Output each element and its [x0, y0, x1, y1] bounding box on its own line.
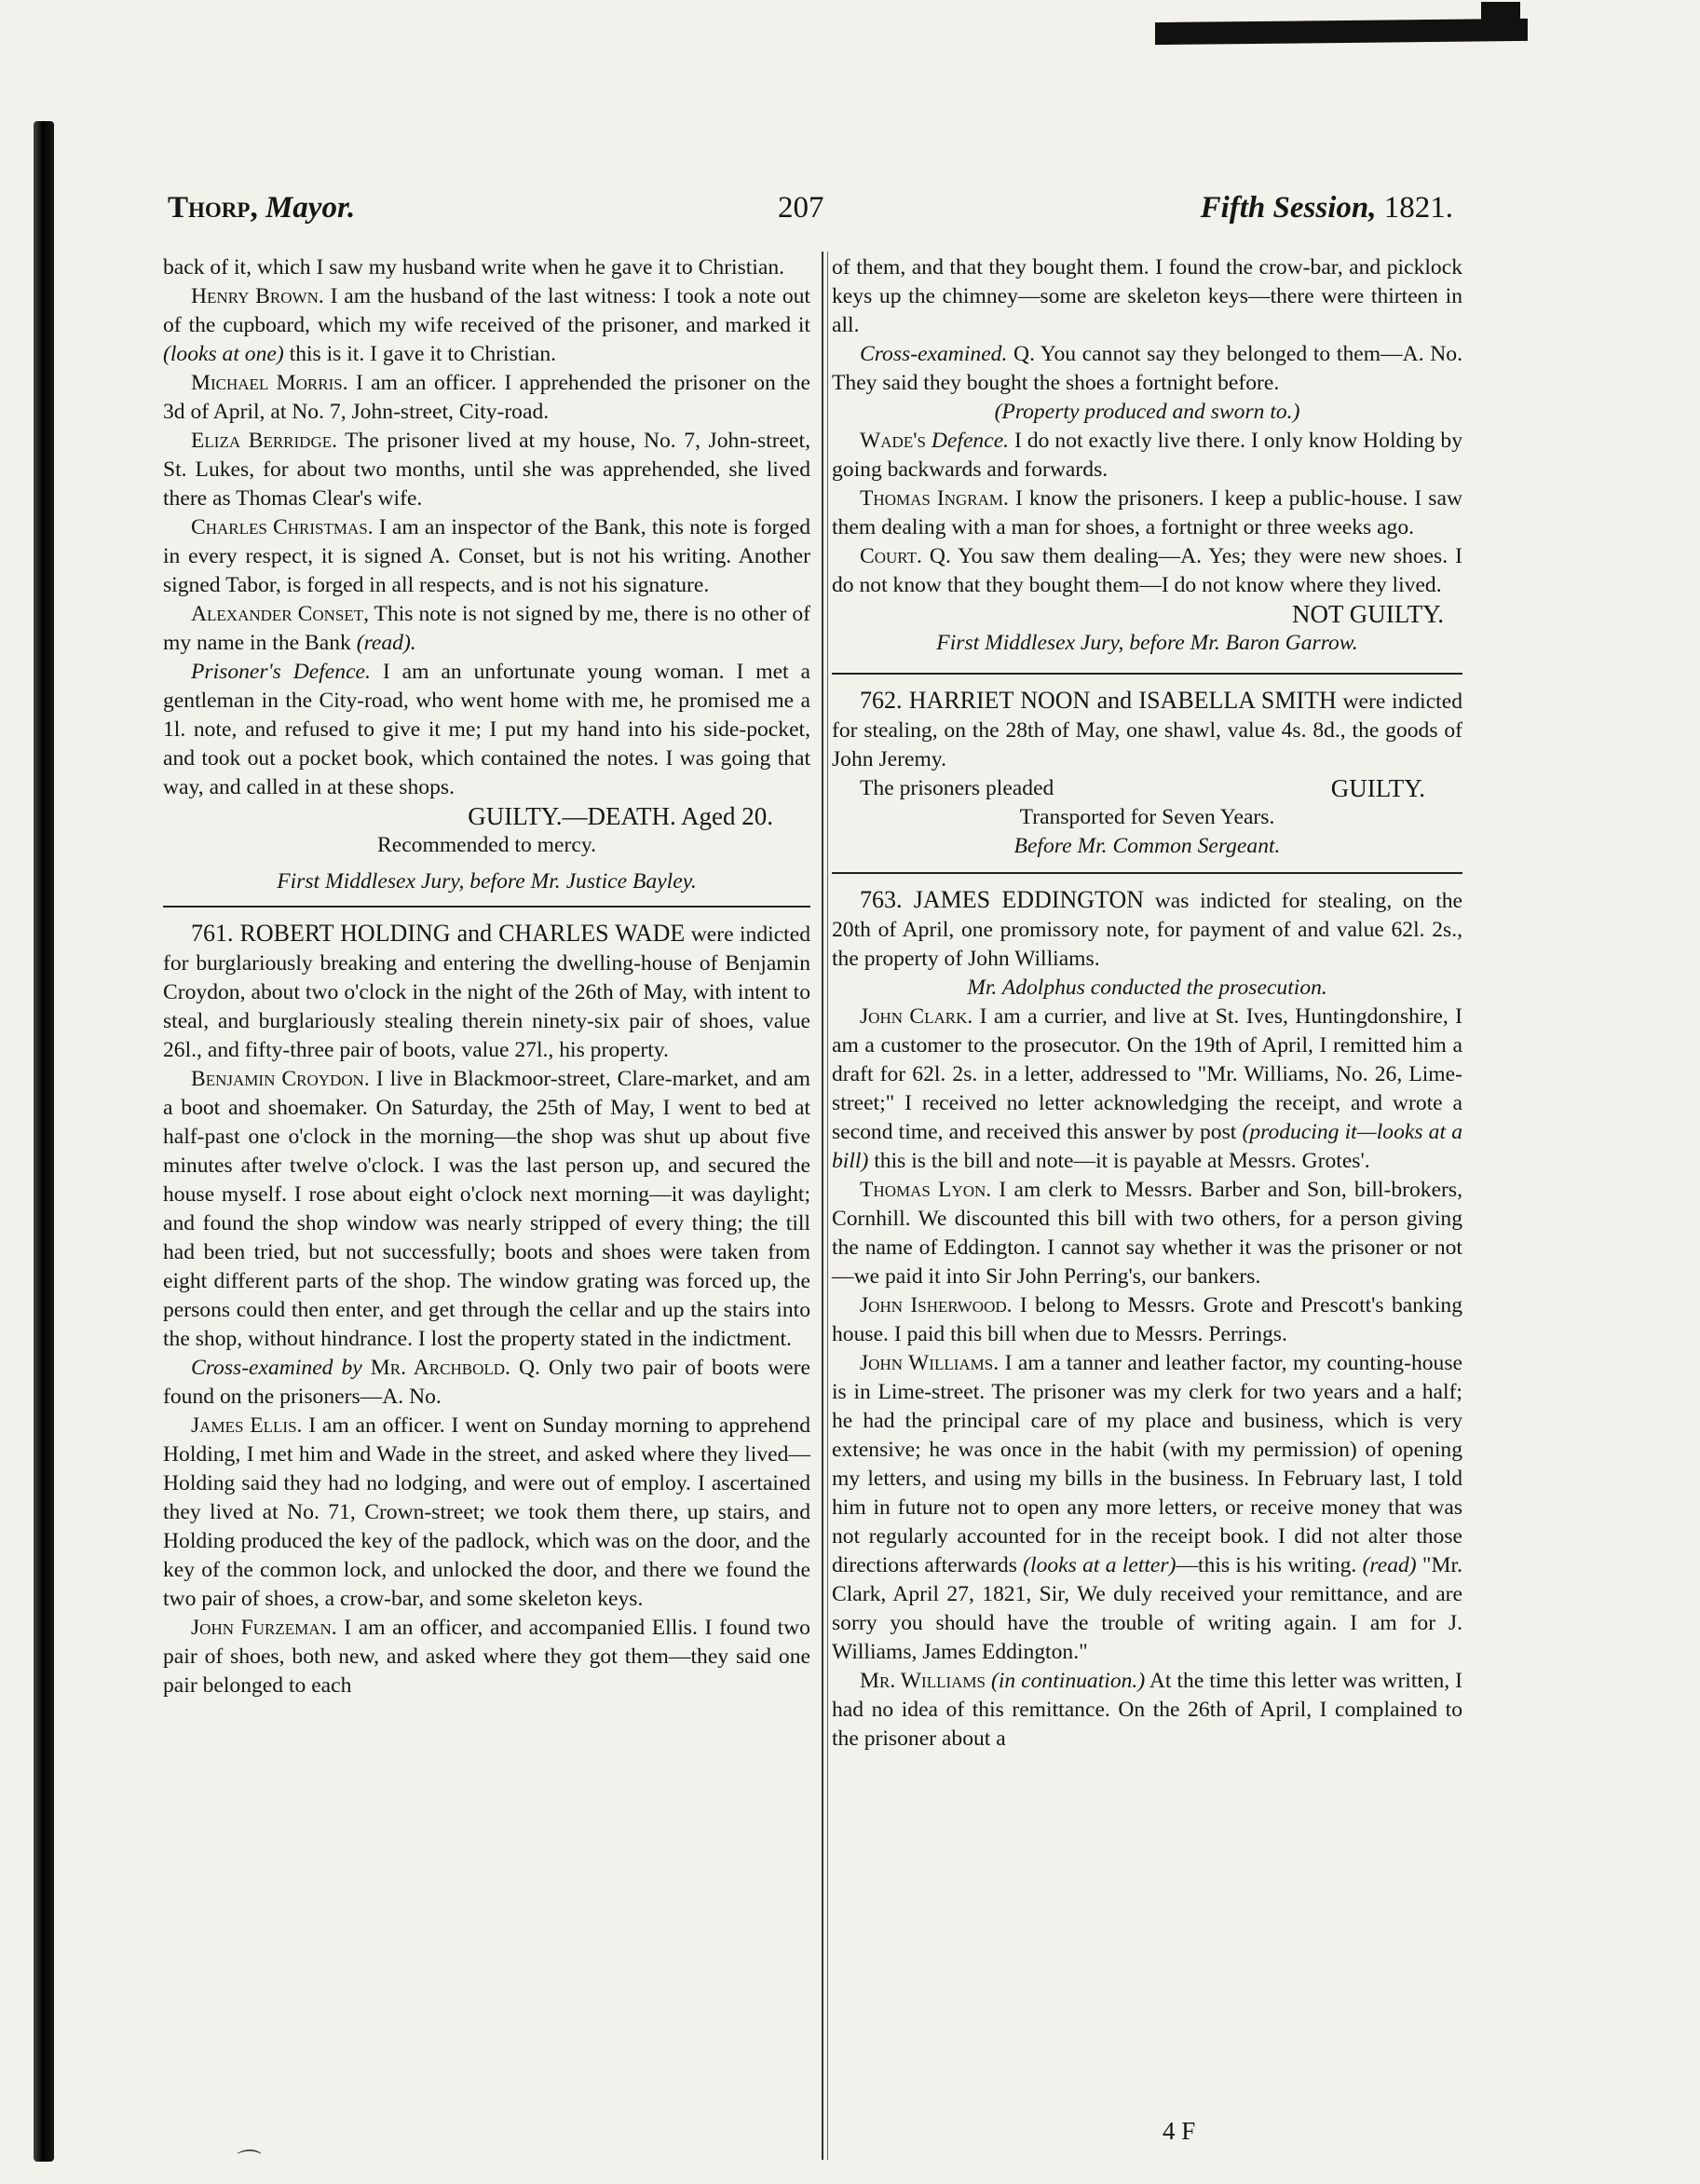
column-divider-inner [827, 252, 828, 2160]
recommendation: Recommended to mercy. [377, 833, 596, 857]
testimony-eliza-berridge: Eliza Berridge. The prisoner lived at my house, No. 7, John-street, St. Lukes, for about two months, until she was apprehended, she lived there as Thomas Clear's wife. [163, 429, 810, 511]
wade-defence: Wade's Defence. I do not exactly live there. I only know Holding by going backwards and forwards. [832, 429, 1463, 482]
plea-line: The prisoners pleaded GUILTY. [860, 774, 1425, 802]
running-head-right: Fifth Session, 1821. [1200, 191, 1453, 225]
testimony-thomas-ingram: Thomas Ingram. I know the prisoners. I keep a public-house. I saw them dealing with a man for shoes, a fortnight or three weeks ago. [832, 486, 1462, 539]
prisoner-defence: Prisoner's Defence. I am an unfortunate young woman. I met a gentleman in the City-road, who went home with me, he promised me a 1l. note, and refused to give it me; I put my hand into his side-pocket, and took out a pocket book, which contained the notes. I was going that way, and called in at these shops. [163, 660, 810, 799]
testimony-charles-christmas: Charles Christmas. I am an inspector of the Bank, this note is forged in every respect, it is signed A. Conset, but is not his writing. Another signed Tabor, is forged in all respects, and is not his signature. [163, 515, 810, 597]
testimony-james-ellis: James Ellis. I am an officer. I went on Sunday morning to apprehend Holding, I met him and Wade in the street, and asked where they lived—Holding said they had no lodging, and were out of employ. I ascertained they lived at No. 71, Crown-street; we took them there, up stairs, and Holding produced the key of the padlock, which was on the door, and the key of the common lock, and unlocked the door, and there we found the two pair of shoes, a crow-bar, and some skeleton keys. [163, 1413, 810, 1611]
jury-line: First Middlesex Jury, before Mr. Justice Bayley. [277, 869, 697, 894]
top-ink-mark [1481, 2, 1520, 20]
testimony-alexander-conset: Alexander Conset, This note is not signed by me, there is no other of my name in the Bank (read). [163, 602, 811, 655]
sentence: Transported for Seven Years. [1019, 805, 1275, 829]
running-head-left: Thorp, Mayor. [168, 191, 356, 225]
case-762: 762. HARRIET NOON and ISABELLA SMITH were indicted for stealing, on the 28th of May, one shawl, value 4s. 8d., the goods of John Jeremy. [832, 687, 1463, 771]
case-761: 761. ROBERT HOLDING and CHARLES WADE were indicted for burglariously breaking and entering the dwelling-house of Benjamin Croydon, about two o'clock in the night of the 26th of May, with intent to steal, and burglariously stealing therein ninety-six pair of shoes, value 26l., and fifty-three pair of boots, value 27l., his property. [163, 920, 810, 1062]
margin-scribble: ⌒ [233, 2149, 258, 2176]
testimony-john-clark: John Clark. I am a currier, and live at St. Ives, Huntingdonshire, I am a customer to the prosecutor. On the 19th of April, I remitted him a draft for 62l. 2s. in a letter, addressed to "Mr. Williams, No. 26, Lime-street;" I received no letter acknowledging the receipt, and wrote a second time, and received this answer by post (producing it—looks at a bill) this is the bill and note—it is payable at Messrs. Grotes'. [832, 1004, 1462, 1173]
right-column [832, 253, 1462, 1754]
jury-line: First Middlesex Jury, before Mr. Baron Garrow. [936, 631, 1358, 655]
property-produced: (Property produced and sworn to.) [994, 400, 1300, 424]
paragraph: of them, and that they bought them. I found the crow-bar, and picklock keys up the chimney—some are skeleton keys—there were thirteen in all. [832, 255, 1462, 337]
case-separator [832, 673, 1462, 675]
before-line: Before Mr. Common Sergeant. [1013, 834, 1281, 858]
verdict: NOT GUILTY. [1291, 600, 1444, 628]
testimony-michael-morris: Michael Morris. I am an officer. I apprehended the prisoner on the 3d of April, at No. 7, John-street, City-road. [163, 371, 810, 424]
page-number: 207 [778, 191, 824, 225]
testimony-williams-continued: Mr. Williams (in continuation.) At the time this letter was written, I had no idea of this remittance. On the 26th of April, I complained to the prisoner about a [832, 1669, 1462, 1751]
signature-mark: 4 F [1163, 2117, 1196, 2145]
case-763: 763. JAMES EDDINGTON was indicted for stealing, on the 20th of April, one promissory note, for payment of and value 62l. 2s., the property of John Williams. [832, 886, 1463, 971]
testimony-john-isherwood: John Isherwood. I belong to Messrs. Grote and Prescott's banking house. I paid this bill when due to Messrs. Perrings. [832, 1293, 1462, 1346]
verdict: GUILTY.—DEATH. Aged 20. [468, 802, 773, 830]
running-header [168, 191, 1453, 238]
top-ink-bar [1155, 19, 1528, 45]
testimony-thomas-lyon: Thomas Lyon. I am clerk to Messrs. Barber and Son, bill-brokers, Cornhill. We discounted this bill with two others, for a person giving the name of Eddington. I cannot say whether it was the prisoner or not—we paid it into Sir John Perring's, our bankers. [832, 1178, 1462, 1289]
testimony-henry-brown: Henry Brown. I am the husband of the last witness: I took a note out of the cupboard, which my wife received of the prisoner, and marked it (looks at one) this is it. I gave it to Christian. [163, 284, 810, 366]
paragraph: back of it, which I saw my husband write when he gave it to Christian. [163, 255, 785, 280]
testimony-benjamin-croydon: Benjamin Croydon. I live in Blackmoor-street, Clare-market, and am a boot and shoemaker. On Saturday, the 25th of May, I went to bed at half-past one o'clock in the morning—the shop was shut up about five minutes after twelve o'clock. I was the last person up, and secured the house myself. I rose about eight o'clock next morning—it was daylight; and found the shop window was nearly stripped of every thing; the till had been tried, but not successfully; boots and shoes were taken from eight different parts of the shop. The window grating was forced up, the persons could then enter, and get through the cellar and up the stairs into the shop, without hindrance. I lost the property stated in the indictment. [163, 1067, 810, 1351]
left-column [163, 253, 810, 1700]
case-separator [832, 872, 1462, 874]
column-divider [822, 252, 823, 2160]
testimony-john-furzeman: John Furzeman. I am an officer, and accompanied Ellis. I found two pair of shoes, both new, and asked where they got them—they said one pair belonged to each [163, 1616, 810, 1698]
binding-spine-shadow [34, 121, 54, 2162]
court-question: Court. Q. You saw them dealing—A. Yes; they were new shoes. I do not know that they bought them—I do not know where they lived. [832, 544, 1462, 597]
case-separator [163, 906, 810, 908]
prosecution-line: Mr. Adolphus conducted the prosecution. [967, 976, 1327, 1000]
cross-examination: Cross-examined by Mr. Archbold. Q. Only two pair of boots were found on the prisoners—A. No. [163, 1356, 810, 1409]
testimony-john-williams: John Williams. I am a tanner and leather factor, my counting-house is in Lime-street. The prisoner was my clerk for two years and a half; he had the principal care of my place and business, which is very extensive; he was once in the habit (with my permission) of opening my letters, and using my bills in the business. In February last, I told him in future not to open any more letters, or receive money that was not regularly accounted for in the receipt book. I did not alter those directions afterwards (looks at a letter)—this is his writing. (read) "Mr. Clark, April 27, 1821, Sir, We duly received your remittance, and are sorry you should have the trouble of writing again. I am for J. Williams, James Eddington." [832, 1351, 1463, 1664]
cross-examined: Cross-examined. Q. You cannot say they belonged to them—A. No. They said they bought the shoes a fortnight before. [832, 342, 1462, 395]
